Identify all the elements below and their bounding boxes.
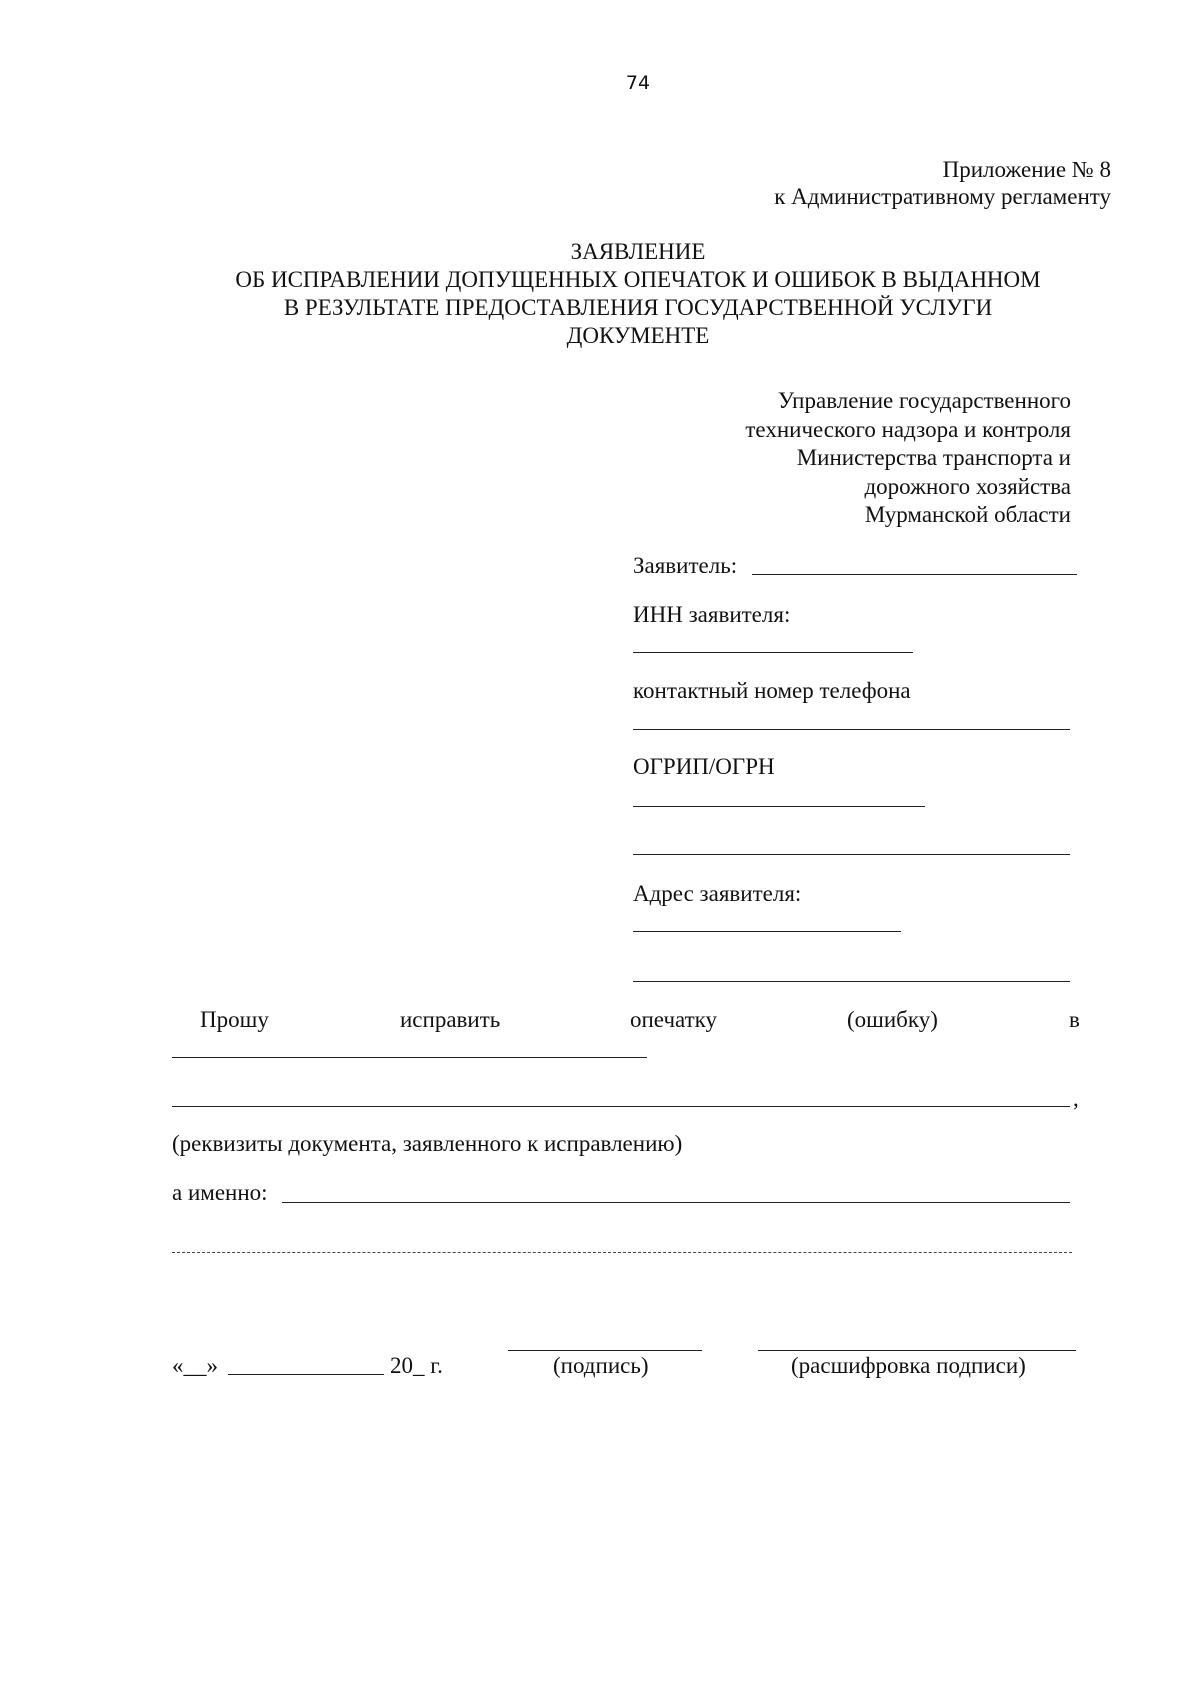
title-line-1: ЗАЯВЛЕНИЕ <box>570 239 706 264</box>
namely-field-line[interactable] <box>282 1202 1070 1203</box>
title-line-4: ДОКУМЕНТЕ <box>566 323 710 348</box>
address-label: Адрес заявителя: <box>633 881 802 906</box>
signature-decode-line[interactable] <box>758 1350 1076 1351</box>
date-month-line[interactable] <box>228 1374 384 1375</box>
recipient-line-1: Управление государственного <box>777 388 1071 413</box>
namely-label: а именно: <box>172 1180 268 1205</box>
request-word-1: Прошу <box>200 1007 269 1032</box>
appendix-note <box>774 156 1111 210</box>
appendix-line-1: Приложение № 8 <box>942 157 1111 182</box>
recipient-line-5: Мурманской области <box>864 502 1071 527</box>
ogrn-label: ОГРИП/ОГРН <box>633 754 775 779</box>
title-line-3: В РЕЗУЛЬТАТЕ ПРЕДОСТАВЛЕНИЯ ГОСУДАРСТВЕННОЙ УСЛУГИ <box>283 295 993 320</box>
signature-label: (подпись) <box>553 1353 649 1378</box>
date-year: 20_ г. <box>390 1353 443 1378</box>
address-field-line-2[interactable] <box>633 981 1070 982</box>
ogrn-field-line[interactable] <box>633 806 925 807</box>
phone-field-line[interactable] <box>633 729 1070 730</box>
document-caption: (реквизиты документа, заявленного к исправлению) <box>172 1131 683 1156</box>
inn-field-line[interactable] <box>633 652 913 653</box>
comma: , <box>1073 1086 1079 1111</box>
recipient-line-4: дорожного хозяйства <box>864 473 1071 499</box>
title-line-2: ОБ ИСПРАВЛЕНИИ ДОПУЩЕННЫХ ОПЕЧАТОК И ОШИБОК В ВЫДАННОМ <box>235 267 1041 292</box>
request-word-5: в <box>1069 1007 1080 1032</box>
recipient-line-3: Министерства транспорта и <box>796 445 1071 470</box>
document-title <box>210 238 1066 350</box>
request-word-2: исправить <box>400 1007 501 1032</box>
recipient-line-2: технического надзора и контроля <box>745 416 1071 442</box>
request-word-3: опечатку <box>630 1007 718 1032</box>
request-word-4: (ошибку) <box>847 1007 938 1032</box>
inn-label: ИНН заявителя: <box>633 602 791 627</box>
signature-line[interactable] <box>508 1350 702 1351</box>
document-field-line-2[interactable] <box>172 1106 1070 1107</box>
applicant-field-line[interactable] <box>752 574 1077 575</box>
applicant-label: Заявитель: <box>633 553 738 578</box>
ogrn-field-line-2[interactable] <box>633 854 1070 855</box>
namely-field-line-2[interactable] <box>172 1252 1072 1253</box>
recipient-block <box>745 387 1071 530</box>
signature-decode-label: (расшифровка подписи) <box>791 1353 1026 1378</box>
date-day: «__» <box>172 1353 218 1378</box>
page-number: 74 <box>625 72 651 94</box>
phone-label: контактный номер телефона <box>633 678 911 703</box>
address-field-line[interactable] <box>633 931 901 932</box>
document-field-line[interactable] <box>172 1057 647 1058</box>
appendix-line-2: к Административному регламенту <box>774 184 1111 209</box>
